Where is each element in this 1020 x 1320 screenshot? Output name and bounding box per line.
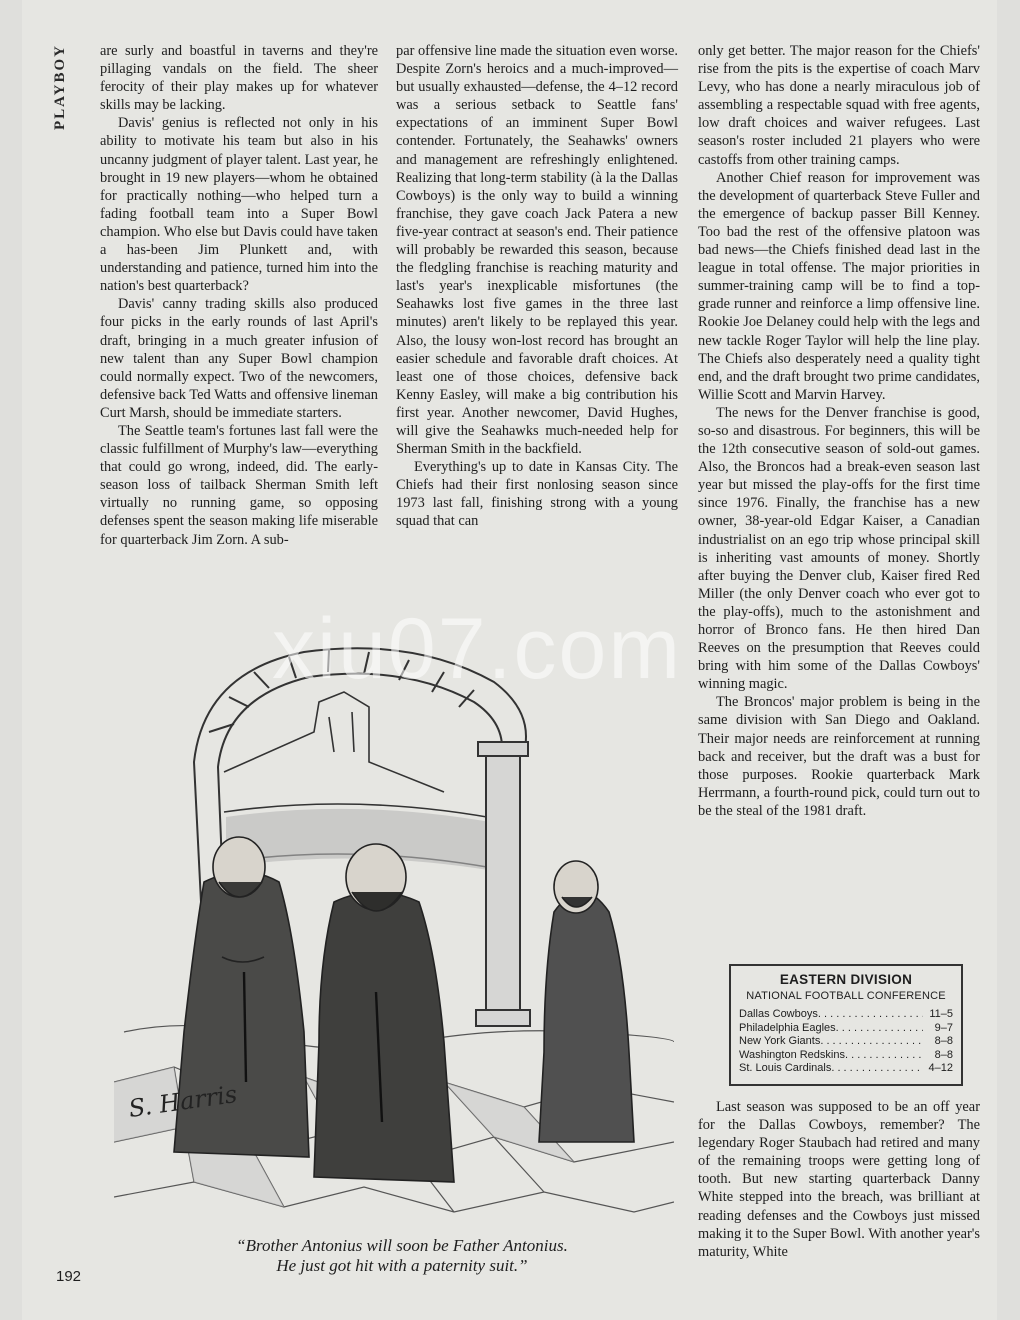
- paragraph: The Seattle team's fortunes last fall were the classic fulfillment of Murphy's law—everything that could go wrong, indeed, did. The early-season loss of tailback Sherman Smith left virtually no running game, so opposing defenses spent the season making life miserable for quarterback Jim Zorn. A sub-: [100, 422, 378, 548]
- paragraph: are surly and boastful in taverns and they're pillaging vandals on the field. The sheer ferocity of their play makes up for whatever skills may be lacking.: [100, 43, 378, 114]
- monk-figure: [314, 844, 454, 1182]
- magazine-page: [22, 0, 997, 1320]
- caption-line: He just got hit with a paternity suit.”: [276, 1256, 528, 1275]
- standings-row: [739, 1049, 953, 1063]
- standings-row: [739, 1008, 953, 1022]
- paragraph: Davis' genius is reflected not only in his ability to motivate his team but also in his uncanny judgment of player talent. Last year, he brought in 19 new players—whom he obtained for practically nothing—who helped turn a fading football team into a Super Bowl champion. Who else but Davis could have taken a has-been Jim Plunkett and, with understanding and patience, turned him into the nation's best quarterback?: [100, 115, 378, 295]
- team-record: 8–8: [934, 1035, 953, 1047]
- paragraph: par offensive line made the situation even worse. Despite Zorn's heroics and a much-improved—but usually exhausted—defense, the 4–12 record was a serious setback to Seattle fans' expectations of an imminent Super Bowl contender. Fortunately, the Seahawks' owners and management are refreshingly enlightened. Realizing that long-term stability (à la the Dallas Cowboys) is the only way to build a winning franchise, they gave coach Jack Patera a new five-year contract at season's end. Their patience will probably be rewarded this season, because the fledgling franchise is reaching maturity and last's year's inexplicable misfortunes (the Seahawks lost five games in the three last minutes) aren't likely to be replayed this year. Also, the lousy won-lost record has brought an easier schedule and favorable draft choices. At least one of those choices, defensive back Kenny Easley, will make a big contribution his first year. Another newcomer, David Hughes, will give the Seahawks much-needed help for Sherman Smith in the backfield.: [396, 43, 678, 458]
- cartoon-illustration: [114, 612, 674, 1227]
- paragraph: The news for the Denver franchise is good, so-so and disastrous. For beginners, this will be the 12th consecutive season of sold-out games. Also, the Broncos had a break-even season last year but missed the play-offs for the first time since 1976. Finally, the franchise has a new owner, 38-year-old Edgar Kaiser, a Canadian industrialist on an ego trip whose principal skill is inheriting vast amounts of money. Shortly after buying the Denver club, Kaiser fired Red Miller (the only Denver coach who ever got to the play-offs), much to the astonishment and horror of Bronco fans. He then hired Dan Reeves on the presumption that Reeves could bring with him some of the Dallas Cowboys' winning magic.: [698, 404, 980, 693]
- standings-row: [739, 1022, 953, 1036]
- text-column-1: [100, 42, 378, 549]
- caption-line: “Brother Antonius will soon be Father Antonius.: [236, 1236, 568, 1255]
- team-record: 4–12: [928, 1062, 953, 1074]
- watermark: xiu07.com: [272, 601, 682, 697]
- artist-signature: S. Harris: [126, 1080, 239, 1123]
- masthead: PLAYBOY: [52, 44, 68, 130]
- text-column-2: [396, 42, 678, 531]
- standings-title: EASTERN DIVISION: [779, 972, 913, 987]
- standings-subtitle: NATIONAL FOOTBALL CONFERENCE: [746, 990, 946, 1002]
- standings-box: [729, 964, 963, 1086]
- paragraph: Last season was supposed to be an off year for the Dallas Cowboys, remember? The legendary Roger Staubach had retired and many of the remaining troops were getting long of tooth. But new starting quarterback Danny White stepped into the breach, was brilliant at reading defenses and the Cowboys just missed making it to the Super Bowl. With another year's maturity, White: [698, 1099, 980, 1260]
- text-column-3: [698, 42, 980, 820]
- team-name: St. Louis Cardinals: [739, 1062, 832, 1074]
- team-name: Washington Redskins: [739, 1048, 845, 1061]
- standings-row: [739, 1062, 953, 1076]
- standings-rows: [739, 1007, 953, 1076]
- stone-column: [476, 742, 530, 1026]
- paragraph: only get better. The major reason for the Chiefs' rise from the pits is the expertise of coach Marv Levy, who has done a nearly miraculous job of assembling a respectable squad with free agents, low draft choices and waiver refugees. Last season's roster included 21 players who were castoffs from other training camps.: [698, 43, 980, 168]
- team-record: 8–8: [934, 1048, 953, 1061]
- team-name: Dallas Cowboys: [739, 1008, 818, 1020]
- team-name: Philadelphia Eagles: [739, 1021, 836, 1034]
- paragraph: Another Chief reason for improvement was the development of quarterback Steve Fuller and the emergence of backup passer Bill Kenney. Too bad the rest of the offensive platoon was bad news—the Chiefs finished dead last in the league in total offense. The major priorities in summer-training camp will be to find a top-grade runner and reinforce a limp offensive line. Rookie Joe Delaney could help with the legs and new tackle Roger Taylor will help the line play. The Chiefs also desperately need a quality tight end, and the draft brought two prime candidates, Willie Scott and Marvin Harvey.: [698, 169, 980, 403]
- standings-row: [739, 1035, 953, 1049]
- cartoon-caption: [112, 1236, 692, 1276]
- paragraph: Everything's up to date in Kansas City. The Chiefs had their first nonlosing season since 1973 last fall, finishing strong with a young squad that can: [396, 459, 678, 530]
- text-column-3-continued: [698, 1098, 980, 1261]
- monk-figure: [539, 861, 634, 1142]
- team-record: 9–7: [934, 1021, 953, 1034]
- team-record: 11–5: [929, 1008, 953, 1020]
- team-name: New York Giants: [739, 1035, 821, 1047]
- page-number: 192: [56, 1268, 82, 1285]
- paragraph: Davis' canny trading skills also produced four picks in the early rounds of last April's draft, bringing in a much greater infusion of new talent than any Super Bowl champion could normally expect. Two of the newcomers, defensive back Ted Watts and offensive lineman Curt Marsh, should be immediate starters.: [100, 296, 378, 421]
- paragraph: The Broncos' major problem is being in the same division with San Diego and Oakland. Their major needs are reinforcement at running back and receiver, but the draft was a bust for those purposes. Rookie quarterback Mark Herrmann, a fourth-round pick, could turn out to be the steal of the 1981 draft.: [698, 694, 980, 819]
